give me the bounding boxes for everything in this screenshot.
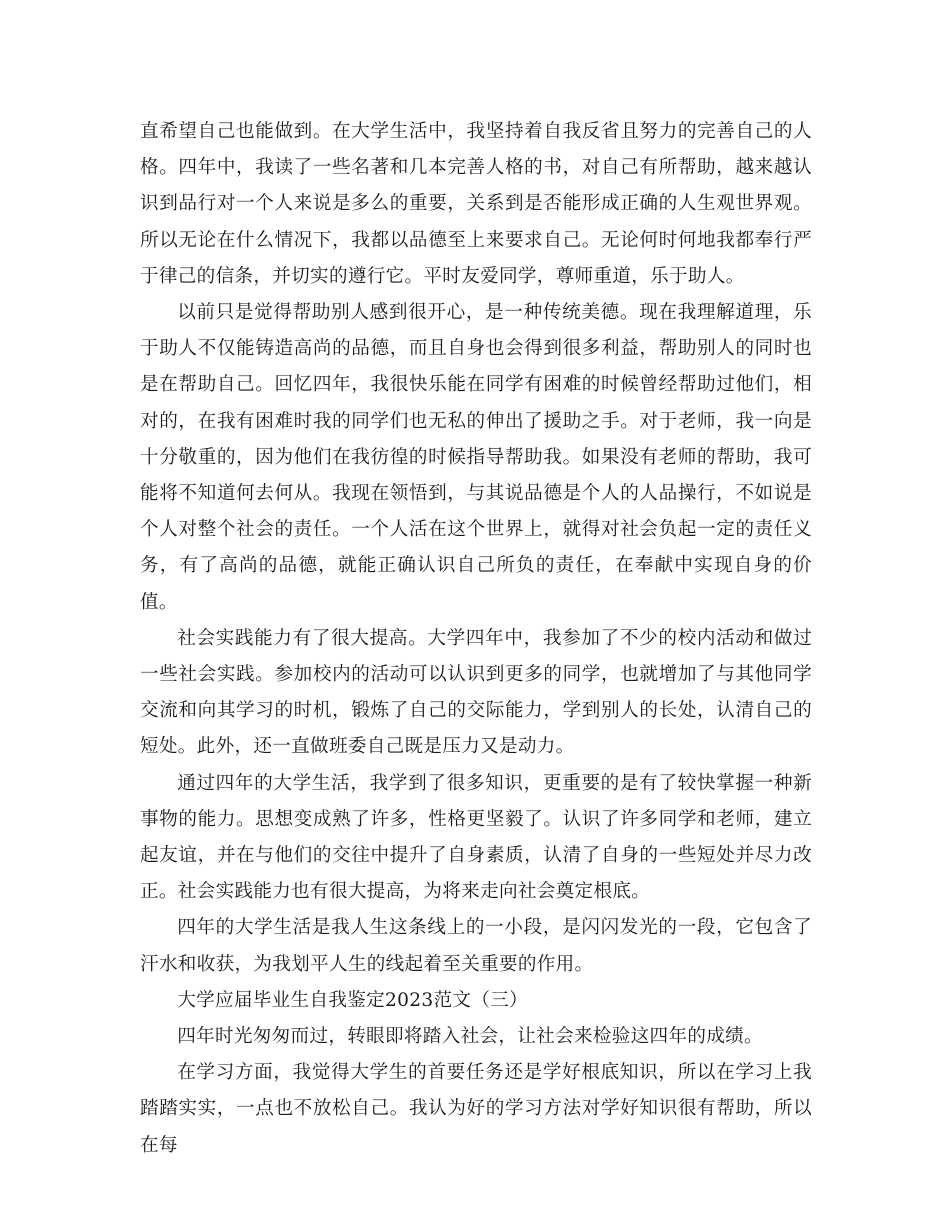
paragraph-summary: 四年的大学生活是我人生这条线上的一小段，是闪闪发光的一段，它包含了汗水和收获，为我划平人生的线起着至关重要的作用。 xyxy=(140,917,812,975)
paragraph-study: 在学习方面，我觉得大学生的首要任务还是学好根底知识，所以在学习上我踏踏实实，一点也不放松自己。我认为好的学习方法对学好知识很有帮助，所以在每 xyxy=(140,1062,812,1156)
paragraph-continued: 直希望自己也能做到。在大学生活中，我坚持着自我反省且努力的完善自己的人格。四年中，我读了一些名著和几本完善人格的书，对自己有所帮助，越来越认识到品行对一个人来说是多么的重要，关系到是否能形成正确的人生观世界观。所以无论在什么情况下，我都以品德至上来要求自己。无论何时何地我都奉行严于律己的信条，并切实的遵行它。平时友爱同学，尊师重道，乐于助人。 xyxy=(140,121,812,287)
document-body xyxy=(140,114,812,1164)
section-heading: 大学应届毕业生自我鉴定2023范文（三） xyxy=(177,989,529,1011)
paragraph-intro: 四年时光匆匆而过，转眼即将踏入社会，让社会来检验这四年的成绩。 xyxy=(177,1026,763,1048)
paragraph-social-practice: 社会实践能力有了很大提高。大学四年中，我参加了不少的校内活动和做过一些社会实践。参加校内的活动可以认识到更多的同学，也就增加了与其他同学交流和向其学习的时机，锻炼了自己的交际能力，学到别人的长处，认清自己的短处。此外，还一直做班委自己既是压力又是动力。 xyxy=(140,627,812,758)
paragraph-personal-growth: 通过四年的大学生活，我学到了很多知识，更重要的是有了较快掌握一种新事物的能力。思想变成熟了许多，性格更坚毅了。认识了许多同学和老师，建立起友谊，并在与他们的交往中提升了自身素质，认清了自身的一些短处并尽力改正。社会实践能力也有很大提高，为将来走向社会奠定根底。 xyxy=(140,772,812,903)
paragraph-helping-others: 以前只是觉得帮助别人感到很开心，是一种传统美德。现在我理解道理，乐于助人不仅能铸造高尚的品德，而且自身也会得到很多利益，帮助别人的同时也是在帮助自己。回忆四年，我很快乐能在同学有困难的时候曾经帮助过他们，相对的，在我有困难时我的同学们也无私的伸出了援助之手。对于老师，我一向是十分敬重的，因为他们在我彷徨的时候指导帮助我。如果没有老师的帮助，我可能将不知道何去何从。我现在领悟到，与其说品德是个人的人品操行，不如说是个人对整个社会的责任。一个人活在这个世界上，就得对社会负起一定的责任义务，有了高尚的品德，就能正确认识自己所负的责任，在奉献中实现自身的价值。 xyxy=(140,302,812,613)
